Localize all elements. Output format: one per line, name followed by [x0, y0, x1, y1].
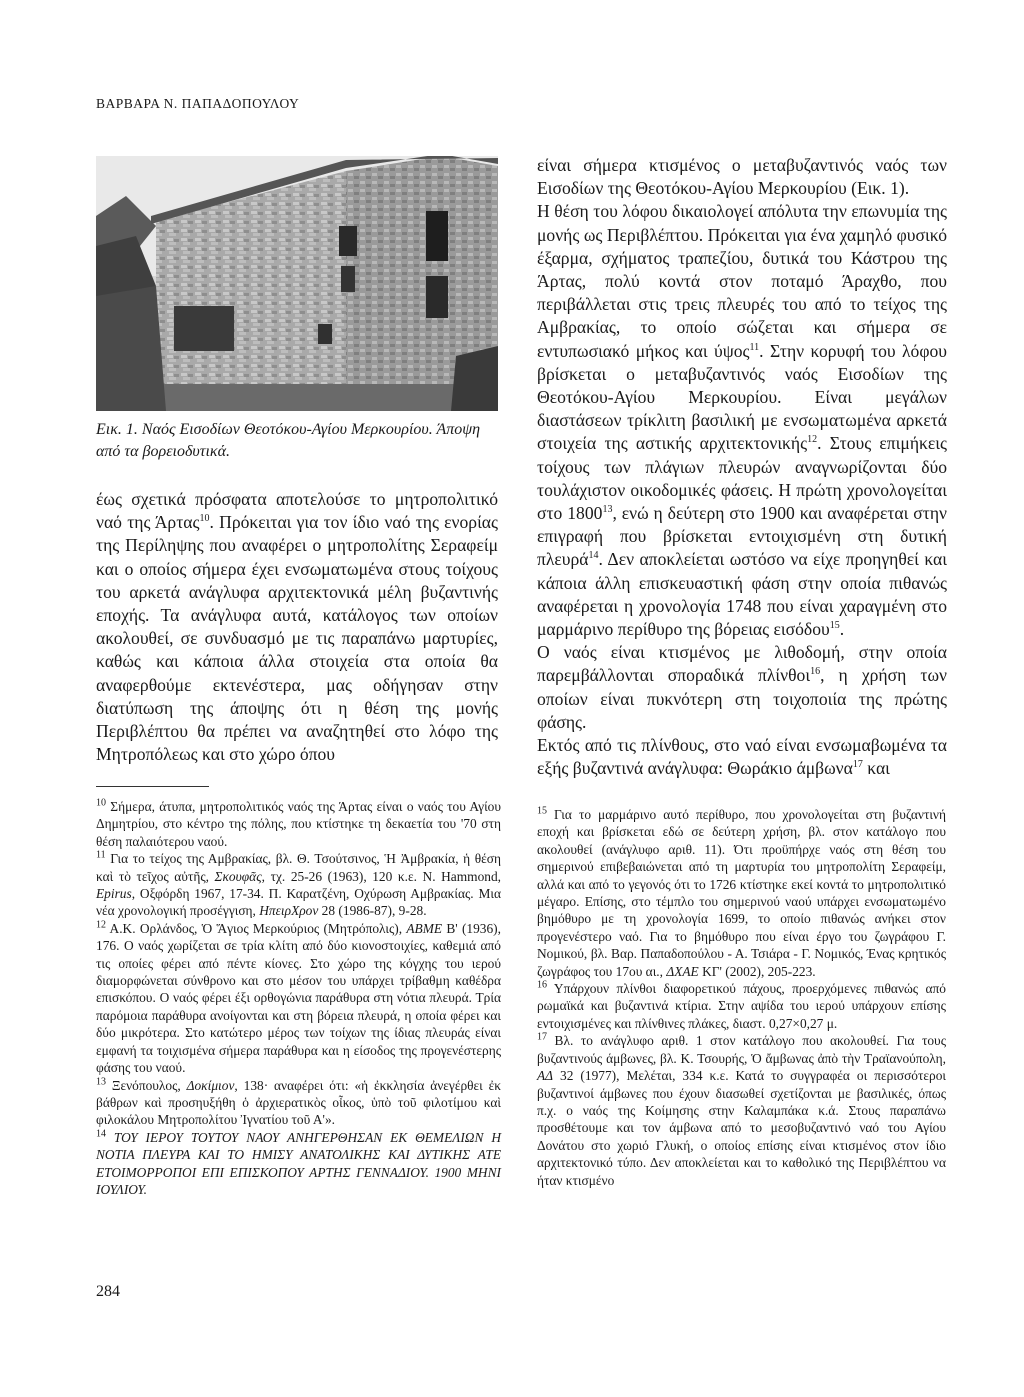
footnote-number: 13 — [96, 1076, 106, 1088]
footnote-text: Βλ. το ανάγλυφο αριθ. 1 στον κατάλογο που ακολουθεί. Για τους βυζαντινούς άμβωνες, βλ. Κ. Τσουρής, Ὁ ἄμβωνας ἀπὸ τὴν Τραϊανούπολη, — [537, 1033, 946, 1066]
footnote-italic: ΔΧΑΕ — [666, 963, 699, 979]
footnote-rule — [96, 786, 209, 787]
footnote-text: 28 (1986-87), 9-28. — [318, 903, 427, 919]
footnote-number: 10 — [96, 797, 106, 809]
footnote-text: Υπάρχουν πλίνθοι διαφορετικού πάχους, προερχόμενες πιθανώς από ρωμαϊκά και βυζαντινά κτίρια. Στην αψίδα του ιερού υπάρχουν επίσης εντοιχισμένες και πλίνθινες πλάκες, διαστ. 0,27×0,27 μ. — [537, 981, 946, 1031]
footnote-ref: 11 — [749, 341, 760, 353]
body-paragraph — [96, 488, 498, 766]
body-text: Η θέση του λόφου δικαιολογεί απόλυτα την επωνυμία της μονής ως Περιβλέπτου. Πρόκειται για ένα χαμηλό φυσικό έξαρμα, σχήματος τραπεζίου, δυτικά του Κάστρου της Άρτας, πολύ κοντά στον ποταμό Άραχθο, που περιβάλλεται στις τρεις πλευρές του από το τείχος της Αμβρακίας, το οποίο σώζεται και σήμερα σε εντυπωσιακό μήκος και ύψος — [537, 201, 947, 361]
footnotes-left — [96, 798, 501, 1198]
footnote-text: Για το τείχος της Αμβρακίας, βλ. Θ. Τσούτσινος, Ἡ Ἀμβρακία, ἡ θέση καὶ τὸ τεῖχος αὐτῆς, — [96, 851, 501, 884]
footnote-number: 16 — [537, 979, 547, 991]
footnote-ref: 17 — [852, 759, 863, 771]
footnote-italic: Δοκίμιον — [186, 1077, 235, 1093]
footnote-italic: Σκουφᾶς — [214, 868, 262, 884]
footnote-number: 15 — [537, 805, 547, 817]
body-text: Εκτός από τις πλίνθους, στο ναό είναι ενσωμαβωμένα τα εξής βυζαντινά ανάγλυφα: Θωράκιο άμβωνα — [537, 735, 947, 779]
footnote-number: 11 — [96, 849, 106, 861]
footnote-text: Ξενόπουλος, — [106, 1077, 187, 1093]
running-head: ΒΑΡΒΑΡΑ Ν. ΠΑΠΑΔΟΠΟΥΛΟΥ — [96, 96, 300, 111]
right-column-body — [537, 154, 947, 780]
footnote-ref: 10 — [199, 513, 210, 525]
body-text: είναι σήμερα κτισμένος ο μεταβυζαντινός ναός των Εισοδίων της Θεοτόκου-Αγίου Μερκουρίου (Εικ. 1). — [537, 155, 947, 199]
footnote-number: 17 — [537, 1031, 547, 1043]
body-text: , η χρήση των οποίων είναι πυκνότερη στη τοιχοποιία της πρώτης φάσης. — [537, 665, 947, 732]
body-text: Ο ναός είναι κτισμένος με λιθοδομή, στην οποία παρεμβάλλονται σποραδικά πλίνθοι — [537, 642, 947, 686]
footnote-italic: Epirus — [96, 886, 132, 902]
footnote-ref: 13 — [602, 504, 613, 516]
body-text: . Στους επιμήκεις τοίχους των πλάγιων πλευρών αναγνωρίζονται δύο τουλάχιστον οικοδομικές φάσεις. Η πρώτη χρονολογείται στο 1800 — [537, 433, 947, 524]
footnote-text: Β' (1936), 176. Ο ναός χωρίζεται σε τρία κλίτη από δύο κιονοστοιχίες, καθεμιά από τις οποίες φέρει από πέντε κίονες. Στο χώρο της κόγχης του ιερού διαμορφώνεται σύνθρονο και στο μέσον του υπάρχει τρίβαθμη καθέδρα επισκόπου. Ο ναός φέρει έξι ορθογώνια παράθυρα στη νότια πλευρά. Τρία παρόμοια παράθυρα ανοίγονται και στη βόρεια πλευρά, η οποία φέρει και δύο μικρότερα. Στο κατώτερο μέρος των τοίχων της ίδιας πλευράς είναι εμφανή τα τοιχισμένα σήμερα παράθυρα και η είσοδος της προγενέστερης φάσης του ναού. — [96, 920, 501, 1076]
footnote-14 — [96, 1129, 501, 1199]
body-text: και — [862, 758, 890, 779]
body-paragraph — [537, 200, 947, 641]
footnotes-right — [537, 806, 946, 1189]
footnote-15 — [537, 806, 946, 980]
footnote-italic: ΗπειρΧρον — [259, 903, 319, 919]
body-text: . Δεν αποκλείεται ωστόσο να είχε προηγηθεί και κάποια άλλη επισκευαστική φάση στην οποία πιθανώς αναφέρεται η χρονολογία 1748 που είναι χαραγμένη στο μαρμάρινο περίθυρο της βόρειας εισόδου — [537, 549, 947, 640]
figure-caption: Εικ. 1. Ναός Εισοδίων Θεοτόκου-Αγίου Μερκουρίου. Άποψη από τα βορειοδυτικά. — [96, 421, 481, 460]
footnote-13 — [96, 1077, 501, 1129]
body-paragraph — [537, 154, 947, 200]
body-paragraph — [537, 641, 947, 734]
footnote-text: , τχ. 25-26 (1963), 120 κ.ε. Ν. Hammond, — [261, 868, 501, 884]
footnote-ref: 14 — [588, 550, 599, 562]
left-column-body — [96, 488, 498, 766]
page-number: 284 — [96, 1283, 120, 1300]
body-text: . Στην κορυφή του λόφου βρίσκεται ο μεταβυζαντινός ναός Εισοδίων της Θεοτόκου-Αγίου Μερκουρίου. Είναι μεγάλων διαστάσεων τρίκλιτη βασιλική με ενσωματωμένα αρκετά στοιχεία της αστικής αρχιτεκτονικής — [537, 340, 947, 454]
footnote-ref: 16 — [810, 666, 821, 678]
footnote-17 — [537, 1032, 946, 1189]
footnote-11 — [96, 850, 501, 920]
footnote-text: , Οξφόρδη 1967, 17-34. Π. Καρατζένη, Οχύρωση Αμβρακίας. Μια νέα χρονολογική προσέγγιση, — [96, 886, 501, 919]
footnote-text: Για το μαρμάρινο αυτό περίθυρο, που χρονολογείται στη βυζαντινή εποχή και βρίσκεται εδώ σε δεύτερη χρήση, βλ. στον κατάλογο που ακολουθεί (ανάγλυφο αριθ. 11). Ότι προϋπήρχε ναός στη θέση του σημερινού επιβεβαιώνεται από τη μαρτυρία του μητροπολίτη Σεραφείμ, αλλά και από το γεγονός ότι το 1726 κτίστηκε εκεί κοντά το μητροπολιτικό μέγαρο. Επίσης, στο τέμπλο του σημερινού ναού υπάρχει ενσωματωμένο βημόθυρο με τη χρονολογία 1699, το οποίο πιθανώς ανήκει στον προγενέστερο ναό. Για το βημόθυρο που είναι έργο του ζωγράφου Γ. Νομικού, βλ. Βαρ. Παπαδοπούλου - Α. Τσιάρα - Γ. Νομικός, Ένας κρητικός ζωγράφος του 17ου αι., — [537, 807, 946, 979]
footnote-ref: 12 — [807, 434, 818, 446]
body-text: έως σχετικά πρόσφατα αποτελούσε το μητροπολιτικό ναό της Άρτας — [96, 489, 498, 533]
church-photo — [96, 156, 498, 411]
footnote-number: 12 — [96, 919, 106, 931]
footnote-italic: ΑΒΜΕ — [406, 920, 443, 936]
footnote-text: ΚΓ' (2002), 205-223. — [698, 963, 816, 979]
footnote-text: Σήμερα, άτυπα, μητροπολιτικός ναός της Άρτας είναι ο ναός του Αγίου Δημητρίου, στο κέντρο της πόλης, που κτίστηκε τη δεκαετία του '70 στη θέση παλαιότερου ναού. — [96, 799, 501, 849]
body-text: , ενώ η δεύτερη στο 1900 και αναφέρεται στην επιγραφή που βρίσκεται εντοιχισμένη στη δυτική πλευρά — [537, 503, 947, 570]
footnote-text: , 138· αναφέρει ότι: «ἡ ἐκκλησία ἀνεγέρθει ἐκ βάθρων καὶ προσηυξήθη ὁ ἀρχιερατικὸς οἶκος, ὑπὸ τοῦ φιλοτίμου καὶ φιλοκάλου Μητροπολίτου Ἰγνατίου τοῦ Α'». — [96, 1077, 501, 1128]
footnote-italic: ΑΔ — [537, 1068, 554, 1084]
body-paragraph — [537, 734, 947, 780]
footnote-10 — [96, 798, 501, 850]
body-text: . Πρόκειται για τον ίδιο ναό της ενορίας της Περίληψης που αναφέρει ο μητροπολίτης Σεραφείμ και ο οποίος σήμερα έχει ενσωματωμένα στους τοίχους του αρκετά ανάγλυφα αρχιτεκτονικά μέλη βυζαντινής εποχής. Τα ανάγλυφα αυτά, κατάλογος των οποίων ακολουθεί, σε συνδυασμό με τις παραπάνω μαρτυρίες, καθώς και κάποια άλλα στοιχεία στα οποία θα αναφερθούμε εκτενέστερα, μας οδήγησαν στην διατύπωση της άποψης ότι η θέση της μονής Περιβλέπτου θα πρέπει να αναζητηθεί στο λόφο της Μητροπόλεως και στο χώρο όπου — [96, 512, 498, 765]
footnote-number: 14 — [96, 1128, 106, 1140]
footnote-italic: ΤΟΥ ΙΕΡΟΥ ΤΟΥΤΟΥ ΝΑΟΥ ΑΝΗΓΕΡΘΗΣΑΝ ΕΚ ΘΕΜΕΛΙΩΝ Η ΝΟΤΙΑ ΠΛΕΥΡΑ ΚΑΙ ΤΟ ΗΜΙΣΥ ΑΝΑΤΟΛΙΚΗΣ ΚΑΙ ΔΥΤΙΚΗΣ ΑΤΕ ΕΤΟΙΜΟΡΡΟΠΟΙ ΕΠΙ ΕΠΙΣΚΟΠΟΥ ΑΡΤΗΣ ΓΕΝΝΑΔΙΟΥ. 1900 ΜΗΝΙ ΙΟΥΛΙΟΥ. — [96, 1129, 501, 1197]
body-text: . — [839, 619, 845, 640]
footnote-ref: 15 — [829, 620, 840, 632]
footnote-text: 32 (1977), Μελέται, 334 κ.ε. Κατά το συγγραφέα οι περισσότεροι βυζαντινοί άμβωνες που έχουν διασωθεί σχετίζονται με βασιλικές, όπως π.χ. ο ναός της Κοίμησης στην Καλαμπάκα κ.ά. Στους παραπάνω προσθέτουμε και τον άμβωνα από το μεσοβυζαντινό ναό του Αγίου Δονάτου στο χωριό Γλυκή, ο οποίος επίσης είναι κτισμένος στον ίδιο αρχιτεκτονικό τύπο. Δεν αποκλείεται και το καθολικό της Περιβλέπτου να ήταν κτισμένο — [537, 1068, 946, 1188]
footnote-16 — [537, 980, 946, 1032]
footnote-12 — [96, 920, 501, 1077]
footnote-text: Α.Κ. Ορλάνδος, Ὁ Ἅγιος Μερκούριος (Μητρόπολις), — [106, 920, 407, 936]
